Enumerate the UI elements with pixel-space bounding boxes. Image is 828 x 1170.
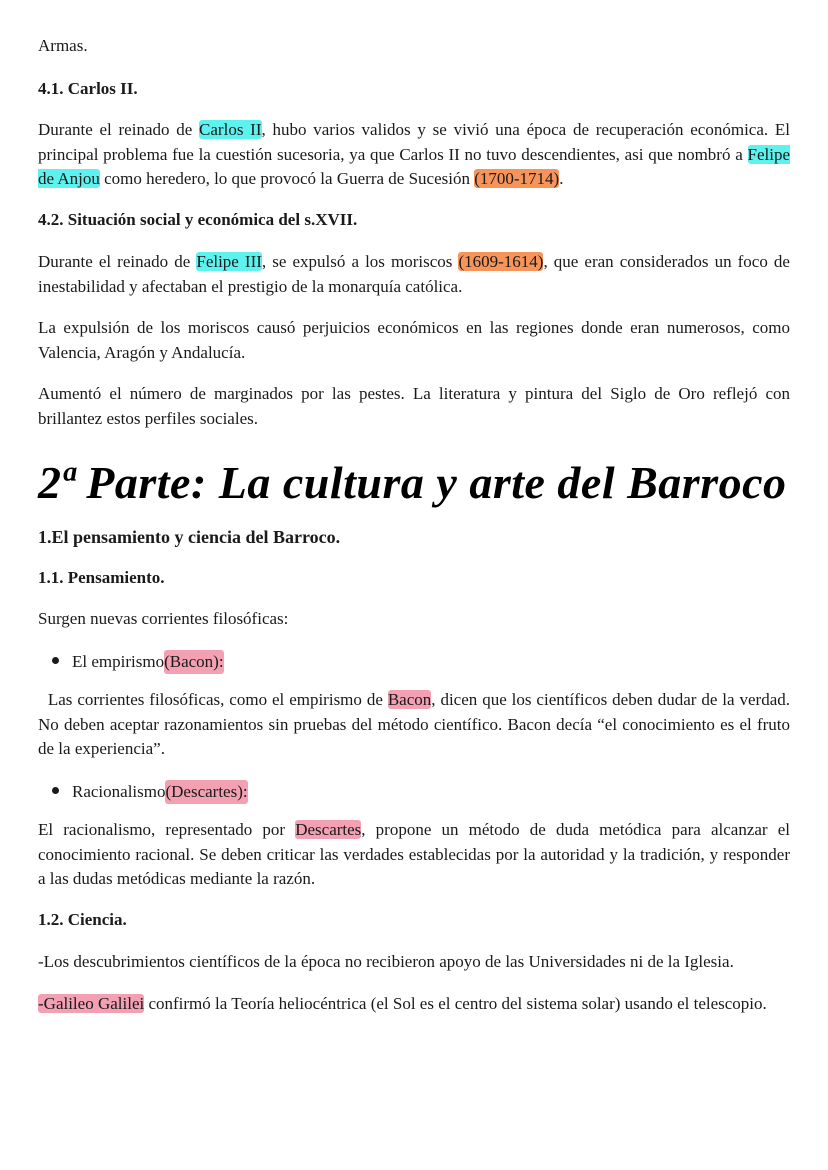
paragraph: Surgen nuevas corrientes filosóficas: [38,609,289,628]
paragraph-carlos-ii [38,118,790,192]
highlight-carlos-ii: Carlos II [199,120,262,139]
text: como heredero, lo que provocó la Guerra de Sucesión [99,169,475,188]
text: El racionalismo, representado por [38,820,296,839]
bullet-icon [52,657,59,664]
part-title: 2ª Parte: La cultura y arte del Barroco [38,457,787,508]
highlight-descartes: Descartes [295,820,362,839]
bullet-racionalismo [38,780,790,805]
paragraph: -Los descubrimientos científicos de la época no recibieron apoyo de las Universidades ni de la Iglesia. [38,952,734,971]
paragraph: Armas. [38,36,88,55]
paragraph-moriscos [38,250,790,299]
text: , propone un método de duda metódica para alcanzar el conocimiento racional. Se deben criticar las verdades establecidas por la autoridad y la tradición, y responder a las dudas metódicas mediante la razón. [38,820,790,888]
text: , que eran considerados un foco de inestabilidad y afectaban el prestigio de la monarquía católica. [38,252,790,296]
text: Durante el reinado de [38,252,197,271]
document-page [38,34,795,1016]
text: , dicen que los científicos deben dudar de la verdad. No deben aceptar razonamientos sin pruebas del método científico. Bacon decía “el conocimiento es el fruto de la experiencia”. [38,690,795,758]
heading-ciencia: 1.2. Ciencia. [38,909,127,929]
paragraph-galileo [38,992,790,1017]
bullet-icon [52,787,59,794]
heading-pensamiento: 1.1. Pensamiento. [38,567,165,587]
highlight-date: (1609-1614) [458,252,544,271]
highlight-bacon: (Bacon): [164,650,223,675]
highlight-galileo: -Galileo Galilei [38,993,145,1013]
text: Durante el reinado de [38,120,200,139]
bullet-empirismo [38,650,790,675]
heading-situacion-social: 4.2. Situación social y económica del s.XVII. [38,209,358,229]
heading-pensamiento-ciencia: 1.El pensamiento y ciencia del Barroco. [38,527,341,547]
highlight-bacon: Bacon [387,690,432,709]
heading-carlos-ii: 4.1. Carlos II. [38,78,138,98]
text: El empirismo [72,651,165,671]
text: , hubo varios validos y se vivió una época de recuperación económica. El principal problema fue la cuestión sucesoria, ya que Carlos II no tuvo descendientes, asi que nombró a [38,120,790,164]
highlight-descartes: (Descartes): [165,780,247,805]
paragraph-empirismo [38,688,795,762]
text: , se expulsó a los moriscos [261,252,459,271]
highlight-felipe-iii: Felipe III [196,252,262,271]
text: . [559,169,564,188]
paragraph-racionalismo [38,818,790,892]
highlight-date: (1700-1714) [474,169,560,188]
text: confirmó la Teoría heliocéntrica (el Sol es el centro del sistema solar) usando el telescopio. [144,993,767,1013]
paragraph: La expulsión de los moriscos causó perjuicios económicos en las regiones donde eran numerosos, como Valencia, Aragón y Andalucía. [38,318,790,362]
text: Las corrientes filosóficas, como el empirismo de [38,690,388,709]
highlight-felipe-de-anjou: Felipe de Anjou [38,144,790,188]
text: Racionalismo [72,781,166,801]
paragraph: Aumentó el número de marginados por las pestes. La literatura y pintura del Siglo de Oro reflejó con brillantez estos perfiles sociales. [38,384,790,428]
